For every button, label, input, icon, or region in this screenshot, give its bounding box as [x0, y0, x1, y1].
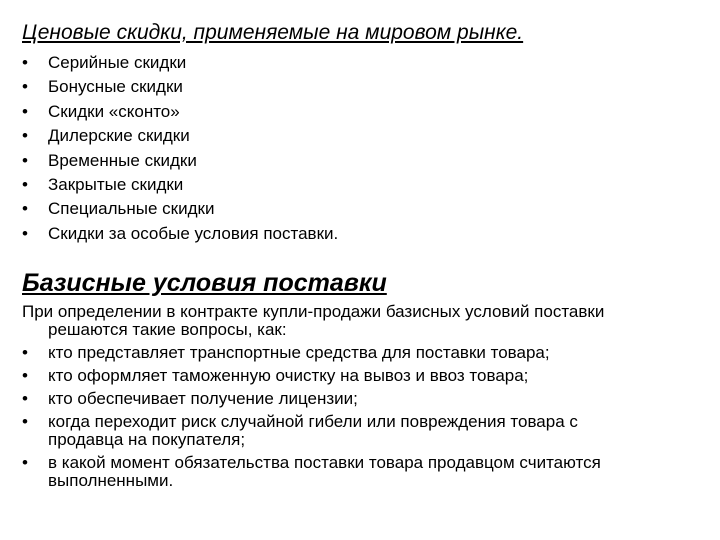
- bullet-icon: •: [22, 126, 28, 146]
- bullet-icon: •: [22, 77, 28, 97]
- bullet-icon: •: [22, 366, 28, 385]
- bullet-icon: •: [22, 223, 28, 243]
- section-title-price-discounts: Ценовые скидки, применяемые на мировом рынке.: [22, 21, 524, 44]
- list-item: • в какой момент обязательства поставки товара продавцом считаются выполненными.: [22, 453, 601, 490]
- bullet-icon: •: [22, 389, 28, 408]
- list-item: • когда переходит риск случайной гибели или повреждения товара с продавца на покупателя;: [22, 412, 578, 449]
- list-item: • Временные скидки: [22, 149, 338, 173]
- list-item: • Скидки «сконто»: [22, 100, 338, 124]
- bullet-icon: •: [22, 199, 28, 219]
- list-item: • кто обеспечивает получение лицензии;: [22, 389, 358, 408]
- discounts-list: [22, 51, 338, 246]
- bullet-icon: •: [22, 53, 28, 72]
- bullet-icon: •: [22, 343, 28, 362]
- intro-paragraph: При определении в контракте купли-продажи базисных условий поставки решаются такие вопросы, как:: [22, 302, 605, 339]
- section-title-delivery-terms: Базисные условия поставки: [22, 269, 387, 297]
- bullet-icon: •: [22, 150, 28, 170]
- delivery-terms-block: [22, 303, 712, 495]
- list-item: • Закрытые скидки: [22, 173, 338, 197]
- bullet-icon: •: [22, 101, 28, 121]
- list-item: • Бонусные скидки: [22, 75, 338, 99]
- list-item: • Скидки за особые условия поставки.: [22, 222, 338, 246]
- bullet-icon: •: [22, 175, 28, 195]
- bullet-icon: •: [22, 412, 28, 431]
- list-item: • кто оформляет таможенную очистку на вывоз и ввоз товара;: [22, 366, 529, 385]
- list-item: • Серийные скидки: [22, 51, 338, 75]
- list-item: • кто представляет транспортные средства для поставки товара;: [22, 343, 550, 362]
- list-item: • Специальные скидки: [22, 197, 338, 221]
- bullet-icon: •: [22, 453, 28, 472]
- delivery-questions-list: [22, 344, 712, 490]
- list-item: • Дилерские скидки: [22, 124, 338, 148]
